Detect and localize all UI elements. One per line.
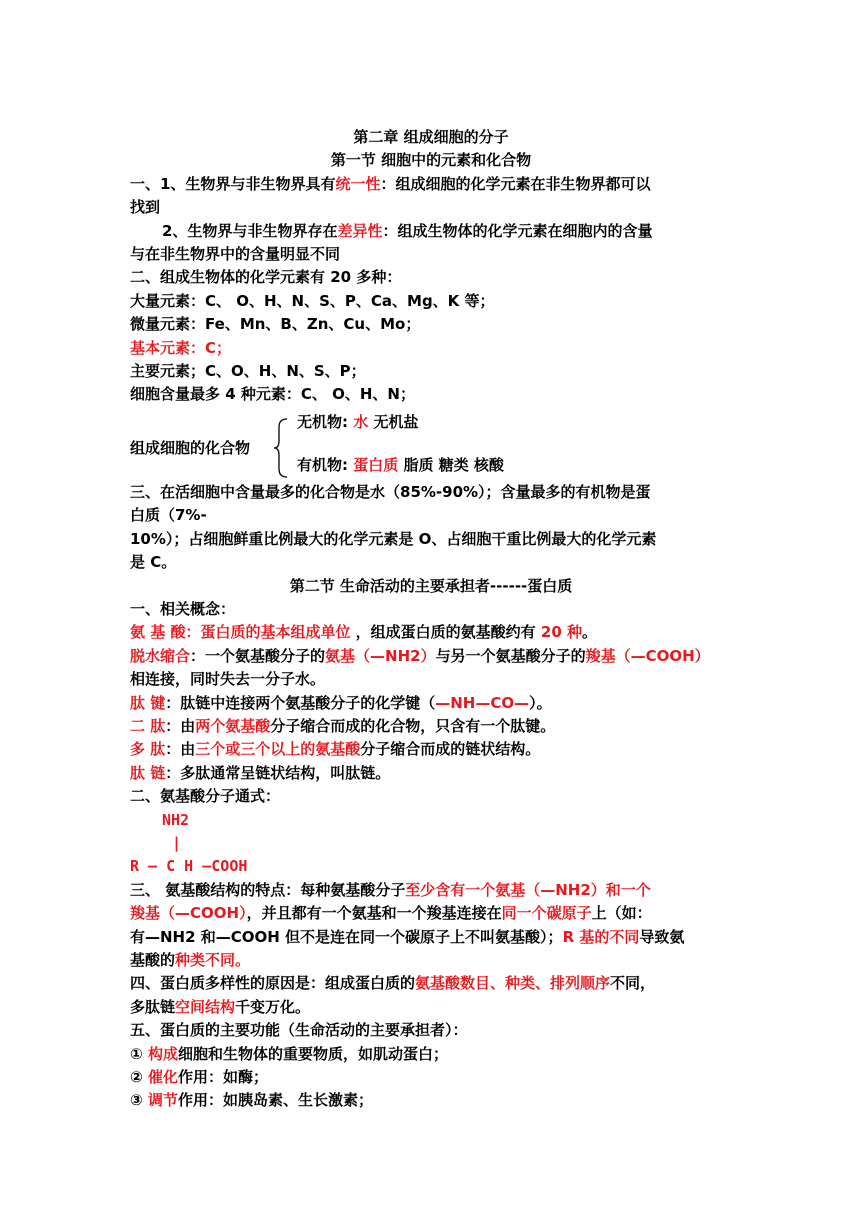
basic-element: 基本元素：C； — [130, 338, 232, 357]
functions-heading: 五、蛋白质的主要功能（生命活动的主要承担者）： — [130, 1021, 468, 1040]
diversity-l2: 多肽链空间结构千变万化。 — [130, 997, 311, 1016]
content-paragraph-l3: 10%）；占细胞鲜重比例最大的化学元素是 O、占细胞干重比例最大的化学元素 — [130, 529, 657, 548]
paragraph-unity: 一、1、生物界与非生物界具有统一性：组成细胞的化学元素在非生物界都可以 — [130, 174, 651, 193]
compound-classification — [130, 412, 732, 481]
paragraph-difference-cont: 与在非生物界中的含量明显不同 — [130, 245, 341, 264]
brace-icon — [273, 417, 293, 479]
main-elements: 主要元素；C、O、H、N、S、P； — [130, 362, 366, 381]
diversity-l1: 四、蛋白质多样性的原因是：组成蛋白质的氨基酸数目、种类、排列顺序不同， — [130, 974, 656, 993]
chapter-title: 第二章 组成细胞的分子 — [353, 128, 509, 146]
macro-elements: 大量元素：C、 O、H、N、S、P、Ca、Mg、K 等； — [130, 291, 495, 310]
polypeptide-def: 多 肽：由三个或三个以上的氨基酸分子缩合而成的链状结构。 — [130, 740, 541, 759]
formula-bar: | — [172, 833, 182, 852]
elements-heading: 二、组成生物体的化学元素有 20 多种： — [130, 268, 402, 287]
content-paragraph-l4: 是 C。 — [130, 553, 177, 572]
inorganic-row: 无机物: 水 无机盐 — [297, 412, 419, 431]
document-page — [130, 126, 732, 1113]
structure-feature-l2: 羧基（—COOH），并且都有一个氨基和一个羧基连接在同一个碳原子上（如： — [130, 904, 652, 923]
formula-heading: 二、氨基酸分子通式： — [130, 787, 281, 806]
peptide-bond-def: 肽 键：肽链中连接两个氨基酸分子的化学键（—NH—CO—）。 — [130, 693, 552, 712]
section-1-title: 第一节 细胞中的元素和化合物 — [330, 151, 532, 170]
formula-nh2: NH2 — [162, 810, 190, 829]
top4-elements: 细胞含量最多 4 种元素：C、 O、H、N； — [130, 385, 415, 404]
formula-main: R — C H —COOH — [130, 857, 248, 876]
dipeptide-def: 二 肽：由两个氨基酸分子缩合而成的化合物，只含有一个肽键。 — [130, 716, 556, 735]
content-paragraph-l2: 白质（7%- — [130, 506, 207, 525]
dehydration-def-cont: 相连接，同时失去一分子水。 — [130, 670, 326, 689]
structure-feature-l4: 基酸的种类不同。 — [130, 951, 251, 969]
content-paragraph-l1: 三、在活细胞中含量最多的化合物是水（85%-90%）；含量最多的有机物是蛋 — [130, 482, 651, 501]
peptide-chain-def: 肽 链：多肽通常呈链状结构，叫肽链。 — [130, 763, 391, 782]
function-1: ① 构成细胞和生物体的重要物质，如肌动蛋白； — [130, 1044, 448, 1063]
paragraph-unity-cont: 找到 — [130, 198, 161, 217]
concepts-heading: 一、相关概念： — [130, 599, 236, 618]
structure-feature-l1: 三、 氨基酸结构的特点：每种氨基酸分子至少含有一个氨基（—NH2）和一个 — [130, 880, 651, 899]
amino-acid-def: 氨 基 酸：蛋白质的基本组成单位 ，组成蛋白质的氨基酸约有 20 种。 — [130, 623, 598, 642]
compound-label: 组成细胞的化合物 — [130, 438, 251, 457]
micro-elements: 微量元素：Fe、Mn、B、Zn、Cu、Mo； — [130, 315, 421, 334]
organic-row: 有机物: 蛋白质 脂质 糖类 核酸 — [297, 455, 504, 474]
function-2: ② 催化作用：如酶； — [130, 1068, 268, 1087]
function-3: ③ 调节作用：如胰岛素、生长激素； — [130, 1091, 373, 1110]
section-2-title: 第二节 生命活动的主要承担者------蛋白质 — [289, 576, 573, 595]
structure-feature-l3: 有—NH2 和—COOH 但不是连在同一个碳原子上不叫氨基酸）；R 基的不同导致氨 — [130, 927, 685, 946]
dehydration-def: 脱水缩合：一个氨基酸分子的氨基（—NH2）与另一个氨基酸分子的羧基（—COOH） — [130, 646, 710, 665]
paragraph-difference: 2、生物界与非生物界存在差异性：组成生物体的化学元素在细胞内的含量 — [162, 221, 653, 240]
